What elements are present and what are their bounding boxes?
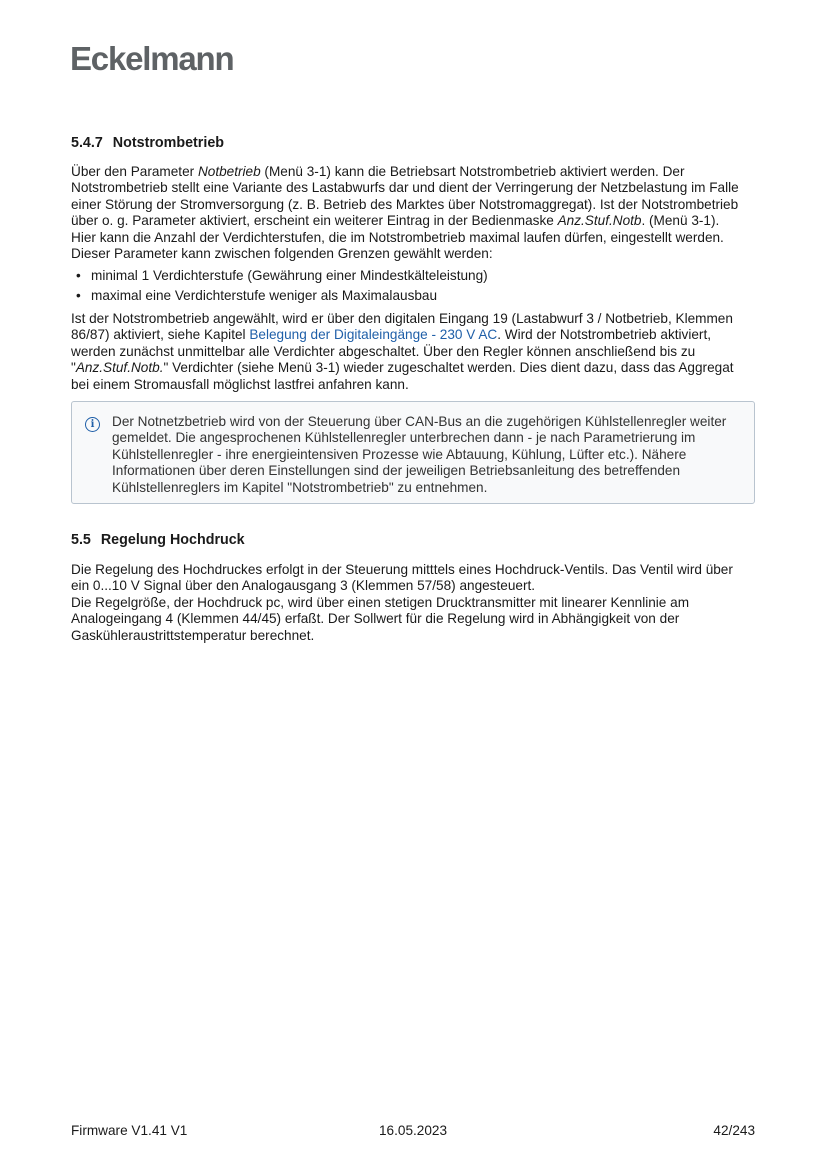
text-segment: Die Regelgröße, der Hochdruck pc, wird über einen stetigen Drucktransmitter mit linearer Kennlinie am — [71, 594, 690, 610]
text-segment: Analogeingang 4 (Klemmen 44/45) erfaßt. Der Sollwert für die Regelung wird in Abhängigkeit von der — [71, 611, 680, 627]
section-title: Regelung Hochdruck — [100, 532, 245, 548]
text-line — [112, 480, 752, 496]
list-item: • minimal 1 Verdichterstufe (Gewährung einer Mindestkälteleistung) — [71, 268, 488, 288]
text-segment: Hier kann die Anzahl der Verdichterstufen, die im Notstrombetrieb maximal laufen dürfen, eingestellt werden. — [71, 229, 724, 245]
text-line — [112, 463, 752, 479]
text-line — [71, 327, 761, 343]
section-title: Notstrombetrieb — [112, 135, 225, 151]
italic-term: Anz.Stuf.Notb. — [75, 360, 164, 376]
text-segment: über o. g. Parameter aktiviert, erscheint ein weiterer Eintrag in der Bedienmaske — [71, 213, 558, 229]
text-line — [112, 447, 752, 463]
text-line — [71, 562, 761, 578]
chapter-link[interactable]: Belegung der Digitaleingänge - 230 V AC — [249, 327, 498, 343]
info-note — [71, 401, 755, 504]
text-segment: Notstrombetrieb stellt eine Variante des Lastabwurfs dar und dient der Verringerung der Netzbelastung im Falle — [71, 180, 739, 196]
text-segment: Ist der Notstrombetrieb angewählt, wird er über den digitalen Eingang 19 (Lastabwurf 3 / Notbetrieb, Klemmen — [71, 311, 733, 326]
text-line — [71, 578, 761, 594]
paragraph-digital-input — [71, 311, 761, 393]
text-segment: Informationen über deren Einstellungen sind der jeweiligen Betriebsanleitung des betreffenden — [112, 463, 681, 479]
section-heading-5-5 — [71, 532, 245, 548]
text-line — [71, 180, 761, 196]
text-line — [71, 197, 761, 213]
text-line — [71, 246, 761, 262]
note-text — [112, 414, 752, 496]
text-segment: Kühlstellenreglers im Kapitel "Notstrombetrieb" zu entnehmen. — [112, 479, 488, 495]
limits-list — [71, 268, 488, 308]
text-line — [71, 377, 761, 393]
section-heading-5-4-7 — [71, 135, 224, 151]
text-line — [112, 430, 752, 446]
footer-page-number: 42/243 — [713, 1123, 755, 1138]
text-segment: Gaskühleraustrittstemperatur berechnet. — [71, 627, 315, 643]
text-line — [71, 311, 761, 327]
text-segment: Die Regelung des Hochdruckes erfolgt in der Steuerung mitttels eines Hochdruck-Ventils. Das Ventil wird über — [71, 562, 733, 577]
text-line — [71, 595, 761, 611]
text-line — [71, 611, 761, 627]
section-number: 5.5 — [71, 532, 91, 548]
text-segment: bei einem Stromausfall möglichst lastfrei anfahren kann. — [71, 376, 409, 392]
text-line — [112, 414, 752, 430]
text-segment: einer Störung der Stromversorgung (z. B. Betrieb des Marktes über Notstromaggregat). Ist der Notstrombetrieb — [71, 196, 739, 212]
text-line — [71, 344, 761, 360]
section-number: 5.4.7 — [71, 135, 103, 151]
text-segment: Über den Parameter — [71, 164, 198, 179]
list-item: • maximal eine Verdichterstufe weniger als Maximalausbau — [71, 288, 488, 308]
text-segment: gemeldet. Die angesprochenen Kühlstellenregler unterbrechen dann - je nach Parametrierung im — [112, 430, 696, 446]
text-segment: ein 0...10 V Signal über den Analogausgang 3 (Klemmen 57/58) angesteuert. — [71, 578, 536, 594]
footer-date: 16.05.2023 — [379, 1123, 448, 1138]
text-segment: . Wird der Notstrombetrieb aktiviert, — [497, 327, 712, 343]
text-segment: . (Menü 3-1). — [641, 213, 720, 229]
text-segment: (Menü 3-1) kann die Betriebsart Notstrombetrieb aktiviert werden. Der — [260, 164, 685, 179]
paragraph-hochdruck — [71, 562, 761, 644]
text-segment: Der Notnetzbetrieb wird von der Steuerung über CAN-Bus an die zugehörigen Kühlstellenregler weiter — [112, 414, 727, 429]
eckelmann-logo: Eckelmann — [70, 40, 234, 77]
italic-term: Anz.Stuf.Notb — [557, 213, 642, 229]
paragraph-notbetrieb-intro — [71, 164, 761, 262]
text-segment: " Verdichter (siehe Menü 3-1) wieder zugeschaltet werden. Dies dient dazu, dass das Aggregat — [163, 360, 734, 376]
text-line — [71, 628, 761, 644]
text-segment: Kühlstellenregler - ihre energieintensiven Prozesse wie Abtauung, Kühlung, Lüfter etc.). Nähere — [112, 446, 687, 462]
italic-term: Notbetrieb — [197, 164, 261, 179]
text-line — [71, 360, 761, 376]
text-segment: 86/87) aktiviert, siehe Kapitel — [71, 327, 250, 343]
text-line — [71, 164, 761, 180]
text-segment: werden zunächst unmittelbar alle Verdichter abgeschaltet. Über den Regler können anschließend bis zu — [71, 343, 696, 359]
text-line — [71, 213, 761, 229]
text-segment: Dieser Parameter kann zwischen folgenden Grenzen gewählt werden: — [71, 246, 493, 262]
text-segment: " — [71, 360, 76, 376]
info-icon: i — [85, 417, 100, 432]
text-line — [71, 230, 761, 246]
footer-version: Firmware V1.41 V1 — [71, 1123, 188, 1138]
